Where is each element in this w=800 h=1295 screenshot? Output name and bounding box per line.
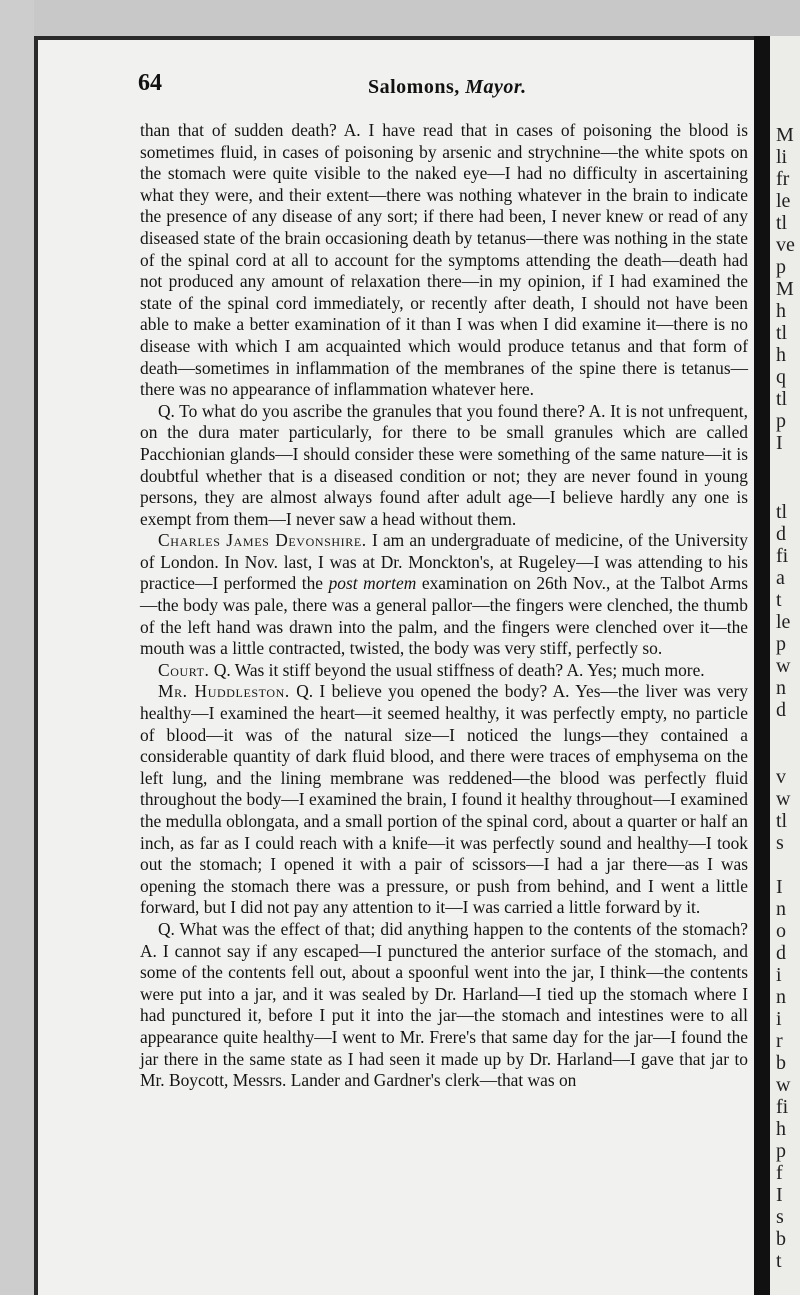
adjacent-fragment: h (776, 300, 786, 322)
adjacent-fragment: p (776, 633, 786, 655)
paragraph-text: than that of sudden death? A. I have read that in cases of poisoning the blood is sometimes fluid, in cases of poisoning by arsenic and strychnine—the white spots on the stomach were quite visible to the naked eye—I had no difficulty in ascertaining what they were, and their extent—there was nothing whatever in the brain to indicate the presence of any disease of any sort; if there had been, I never knew or read of any diseased state of the brain occasioning death by tetanus—there was nothing in the state of the spinal cord at all to account for the symptoms attending the death—death had not produced any amount of relaxation there—in my opinion, if I had examined the state of the spinal cord immediately, or recently after death, I should not have been able to make a better examination of it than I was when I did examine it—there is no disease with which I am acquainted which would produce tetanus and that form of death—sometimes in inflammation of the membranes of the spine there is tetanus—there was no appearance of inflammation whatever here. (140, 120, 748, 400)
adjacent-fragment: d (776, 942, 786, 964)
adjacent-fragment: w (776, 655, 791, 677)
adjacent-fragment: w (776, 1074, 791, 1096)
paragraph (140, 681, 748, 919)
adjacent-fragment: a (776, 567, 785, 589)
body-text (140, 120, 748, 1092)
adjacent-fragment: p (776, 256, 786, 278)
adjacent-fragment: h (776, 1118, 786, 1140)
adjacent-fragment: fr (776, 168, 790, 190)
adjacent-fragment: I (776, 1184, 783, 1206)
paragraph-text: examination on 26th Nov., at the Talbot Arms—the body was pale, there was a general pallor—the fingers were clenched, the thumb of the left hand was drawn into the palm, and the fingers were clenched over it—the mouth was a little contracted, twisted, the body was very stiff, perfectly so. (140, 573, 748, 659)
witness-name: Charles James Devonshire. (158, 530, 367, 551)
running-title: Salomons, (368, 76, 460, 98)
paragraph-text: Q. To what do you ascribe the granules that you found there? A. It is not unfrequent, on the dura mater particularly, for there to be small granules which are called Pacchionian glands—I should consider these were something of the same nature—it is doubtful whether that is a diseased condition or not; they are never found in young persons, they are almost always found after adult age—I believe hardly any one is exempt from them—I never saw a head without them. (140, 400, 748, 529)
adjacent-fragment: s (776, 832, 784, 854)
adjacent-fragment: I (776, 432, 783, 454)
adjacent-fragment: n (776, 986, 786, 1008)
adjacent-fragment: f (776, 1162, 783, 1184)
adjacent-fragment: d (776, 523, 786, 545)
adjacent-fragment: tl (776, 501, 788, 523)
book-gutter (754, 36, 770, 1295)
adjacent-fragment: tl (776, 212, 788, 234)
italic-term: post mortem (328, 573, 417, 594)
adjacent-page-edge (770, 36, 800, 1295)
paragraph (140, 919, 748, 1092)
adjacent-fragment: p (776, 1140, 786, 1162)
adjacent-fragment: t (776, 1250, 782, 1272)
paragraph-text: I am an undergraduate of medicine, of the University of London. In Nov. last, I was at Dr. Monckton's, at Rugeley—I was attending to his practice—I performed the (140, 530, 748, 594)
paragraph (140, 660, 748, 682)
speaker-counsel: Mr. Huddleston. (158, 681, 290, 702)
adjacent-fragment: li (776, 146, 788, 168)
adjacent-fragment: v (776, 766, 786, 788)
running-head (368, 76, 527, 99)
paragraph-text: Q. I believe you opened the body? A. Yes—the liver was very healthy—I examined the heart—it seemed healthy, it was perfectly empty, no particle of blood—it was of the natural size—I noticed the lungs—they contained a considerable quantity of dark fluid blood, and there were traces of emphysema on the left lung, and the lining membrane was reddened—the blood was perfectly fluid throughout the body—I examined the brain, I found it healthy throughout—I examined the medulla oblongata, and a small portion of the spinal cord, about a quarter or half an inch, as far as I could reach with a knife—it was perfectly sound and healthy—I took out the stomach; I opened it with a pair of scissors—I had a jar there—as I was opening the stomach there was a pressure, or push from behind, and I went a little forward, but I did not pay any attention to it—I was carried a little forward by it. (140, 681, 748, 918)
paragraph-text: Q. Was it stiff beyond the usual stiffness of death? A. Yes; much more. (213, 659, 705, 680)
scan-top-shadow (0, 0, 800, 40)
paragraph (140, 530, 748, 660)
paragraph-text: Q. What was the effect of that; did anything happen to the contents of the stomach? A. I cannot say if any escaped—I punctured the anterior surface of the stomach, and some of the contents fell out, about a spoonful went into the jar, I think—the contents were put into a jar, and it was sealed by Dr. Harland—I tied up the stomach where I had punctured it, before I put it into the jar—the stomach and intestines were to all appearance quite healthy—I went to Mr. Frere's that same day for the jar—I found the jar there in the same state as I had seen it made up by Dr. Harland—I gave that jar to Mr. Boycott, Messrs. Lander and Gardner's clerk—that was on (140, 918, 748, 1091)
adjacent-fragment: i (776, 964, 782, 986)
adjacent-fragment: q (776, 366, 786, 388)
adjacent-fragment: tl (776, 388, 788, 410)
adjacent-fragment: s (776, 1206, 784, 1228)
adjacent-fragment: le (776, 611, 791, 633)
scan-left-edge (0, 0, 34, 1295)
book-page (34, 36, 754, 1295)
adjacent-fragment: I (776, 876, 783, 898)
adjacent-fragment: n (776, 898, 786, 920)
adjacent-fragment: p (776, 410, 786, 432)
adjacent-fragment: t (776, 589, 782, 611)
adjacent-fragment: le (776, 190, 791, 212)
page-number: 64 (138, 70, 162, 96)
adjacent-fragment: fi (776, 1096, 789, 1118)
running-title-italic: Mayor. (465, 76, 527, 98)
adjacent-fragment: o (776, 920, 786, 942)
adjacent-fragment: fi (776, 545, 789, 567)
adjacent-fragment: d (776, 699, 786, 721)
adjacent-fragment: i (776, 1008, 782, 1030)
speaker-court: Court. (158, 659, 210, 680)
paragraph (140, 401, 748, 531)
adjacent-fragment: w (776, 788, 791, 810)
adjacent-fragment: tl (776, 810, 788, 832)
paragraph (140, 120, 748, 401)
adjacent-fragment: b (776, 1228, 786, 1250)
adjacent-fragment: ve (776, 234, 795, 256)
adjacent-fragment: r (776, 1030, 783, 1052)
adjacent-fragment: n (776, 677, 786, 699)
adjacent-fragment: h (776, 344, 786, 366)
adjacent-fragment: M (776, 124, 794, 146)
adjacent-fragment: tl (776, 322, 788, 344)
adjacent-fragment: M (776, 278, 794, 300)
adjacent-fragment: b (776, 1052, 786, 1074)
